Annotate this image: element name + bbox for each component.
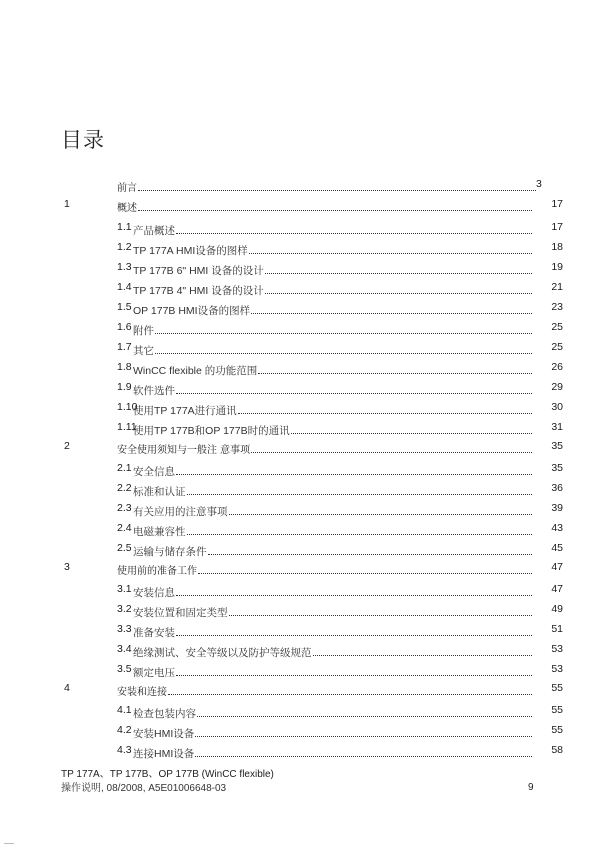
toc-entry-page: 47 bbox=[551, 561, 563, 573]
toc-entry-number: 1.10 bbox=[117, 401, 138, 413]
footer-document-info: 操作说明, 08/2008, A5E01006648-03 bbox=[61, 783, 227, 794]
toc-entry-number: 3.5 bbox=[117, 663, 132, 675]
toc-entry-label: 安装HMI设备 bbox=[133, 728, 195, 740]
toc-entry-page: 35 bbox=[551, 462, 563, 474]
toc-entry-page: 51 bbox=[551, 623, 563, 635]
toc-entry-label: TP 177B 4" HMI 设备的设计 bbox=[133, 285, 264, 297]
toc-entry-number: 2.4 bbox=[117, 522, 132, 534]
toc-entry-label: 安全信息 bbox=[133, 466, 175, 478]
toc-entry-number: 4.1 bbox=[117, 704, 132, 716]
toc-entry-page: 21 bbox=[551, 281, 563, 293]
toc-entry-label: 绝缘测试、安全等级以及防护等级规范 bbox=[133, 647, 312, 659]
toc-entry-number: 3.2 bbox=[117, 603, 132, 615]
toc-entry-page: 45 bbox=[551, 542, 563, 554]
toc-entry-number: 1.9 bbox=[117, 381, 132, 393]
page-footer bbox=[61, 768, 274, 796]
toc-entry-label: 其它 bbox=[133, 345, 154, 357]
toc-entry-number: 1.3 bbox=[117, 261, 132, 273]
toc-entry-page: 39 bbox=[551, 502, 563, 514]
toc-entry-number: 1.6 bbox=[117, 321, 132, 333]
dot-leader bbox=[265, 261, 532, 274]
dot-leader bbox=[195, 724, 532, 737]
page-number: 9 bbox=[528, 782, 534, 793]
dot-leader bbox=[168, 682, 532, 695]
toc-entry-page: 26 bbox=[551, 361, 563, 373]
dot-leader bbox=[265, 281, 532, 294]
dot-leader bbox=[176, 623, 532, 636]
footer-product-line: TP 177A、TP 177B、OP 177B (WinCC flexible) bbox=[61, 769, 274, 780]
toc-entry-number: 2.5 bbox=[117, 542, 132, 554]
toc-entry-page: 25 bbox=[551, 341, 563, 353]
toc-entry-label: 附件 bbox=[133, 325, 154, 337]
toc-entry-page: 49 bbox=[551, 603, 563, 615]
toc-entry-page: 47 bbox=[551, 583, 563, 595]
toc-entry-number: 4 bbox=[64, 682, 70, 694]
toc-entry-page: 58 bbox=[551, 744, 563, 756]
toc-entry-page: 36 bbox=[551, 482, 563, 494]
toc-entry-number: 1.8 bbox=[117, 361, 132, 373]
dot-leader bbox=[195, 744, 532, 757]
dot-leader bbox=[176, 381, 532, 394]
toc-entry-number: 2 bbox=[64, 440, 70, 452]
toc-entry-label: 检查包装内容 bbox=[133, 708, 196, 720]
toc-entry-page: 53 bbox=[551, 663, 563, 675]
dot-leader bbox=[138, 178, 536, 191]
toc-entry-label: 标准和认证 bbox=[133, 486, 186, 498]
toc-entry-label: 准备安装 bbox=[133, 627, 175, 639]
toc-entry-number: 1.2 bbox=[117, 241, 132, 253]
scan-artifact bbox=[4, 843, 14, 844]
dot-leader bbox=[251, 301, 532, 314]
toc-entry-page: 18 bbox=[551, 241, 563, 253]
toc-entry-label: 运输与储存条件 bbox=[133, 546, 207, 558]
toc-entry-number: 1 bbox=[64, 198, 70, 210]
toc-entry-page: 17 bbox=[551, 221, 563, 233]
dot-leader bbox=[249, 241, 532, 254]
toc-entry-label: TP 177B 6" HMI 设备的设计 bbox=[133, 265, 264, 277]
toc-entry-label: 前言 bbox=[117, 183, 137, 194]
toc-entry-number: 1.1 bbox=[117, 221, 132, 233]
toc-entry-label: 使用TP 177A进行通讯 bbox=[133, 405, 237, 417]
dot-leader bbox=[176, 462, 532, 475]
toc-entry-label: 使用TP 177B和OP 177B时的通讯 bbox=[133, 425, 290, 437]
dot-leader bbox=[197, 704, 532, 717]
toc-entry-label: 安装位置和固定类型 bbox=[133, 607, 228, 619]
dot-leader bbox=[176, 221, 532, 234]
dot-leader bbox=[187, 522, 533, 535]
toc-entry-number: 2.1 bbox=[117, 462, 132, 474]
toc-entry-page: 53 bbox=[551, 643, 563, 655]
dot-leader bbox=[251, 440, 532, 453]
toc-entry-number: 1.7 bbox=[117, 341, 132, 353]
dot-leader bbox=[238, 401, 532, 414]
toc-entry-number: 3.3 bbox=[117, 623, 132, 635]
toc-entry-label: 连接HMI设备 bbox=[133, 748, 195, 760]
toc-entry-number: 1.11 bbox=[117, 421, 137, 433]
dot-leader bbox=[198, 561, 532, 574]
dot-leader bbox=[291, 421, 532, 434]
toc-entry-label: WinCC flexible 的功能范围 bbox=[133, 365, 258, 377]
dot-leader bbox=[187, 482, 533, 495]
toc-entry-page: 55 bbox=[551, 704, 563, 716]
dot-leader bbox=[313, 643, 533, 656]
toc-entry-page: 43 bbox=[551, 522, 563, 534]
toc-entry-label: 有关应用的注意事项 bbox=[133, 506, 228, 518]
dot-leader bbox=[176, 663, 532, 676]
toc-entry-number: 3 bbox=[64, 561, 70, 573]
dot-leader bbox=[138, 198, 532, 211]
dot-leader bbox=[208, 542, 533, 555]
toc-entry-number: 4.3 bbox=[117, 744, 132, 756]
toc-entry-number: 2.2 bbox=[117, 482, 132, 494]
toc-entry-label: OP 177B HMI设备的图样 bbox=[133, 305, 251, 317]
toc-entry-page: 55 bbox=[551, 682, 563, 694]
page-title: 目录 bbox=[61, 128, 105, 152]
dot-leader bbox=[176, 583, 532, 596]
toc-entry-page: 30 bbox=[551, 401, 563, 413]
toc-entry-page: 35 bbox=[551, 440, 563, 452]
toc-entry-page: 23 bbox=[551, 301, 563, 313]
toc-entry-page: 19 bbox=[551, 261, 563, 273]
toc-entry-label: 安全使用须知与一般注 意事项 bbox=[117, 445, 251, 456]
toc-entry-label: 电磁兼容性 bbox=[133, 526, 186, 538]
toc-entry-number: 3.4 bbox=[117, 643, 132, 655]
toc-entry-page: 55 bbox=[551, 724, 563, 736]
toc-entry-number: 3.1 bbox=[117, 583, 132, 595]
toc-entry-number: 4.2 bbox=[117, 724, 132, 736]
toc-entry-page: 31 bbox=[551, 421, 563, 433]
toc-entry-page: 29 bbox=[551, 381, 563, 393]
toc-entry-label: 安装信息 bbox=[133, 587, 175, 599]
toc-entry-page: 3 bbox=[536, 178, 542, 190]
toc-entry-label: 额定电压 bbox=[133, 667, 175, 679]
dot-leader bbox=[229, 603, 533, 616]
toc-entry-number: 2.3 bbox=[117, 502, 132, 514]
toc-entry-label: 软件选件 bbox=[133, 385, 175, 397]
dot-leader bbox=[155, 321, 532, 334]
toc-entry-number: 1.5 bbox=[117, 301, 132, 313]
dot-leader bbox=[229, 502, 533, 515]
toc-entry-number: 1.4 bbox=[117, 281, 132, 293]
toc-entry-label: 产品概述 bbox=[133, 225, 175, 237]
toc-entry-label: 安装和连接 bbox=[117, 687, 167, 698]
toc-entry-page: 17 bbox=[551, 198, 563, 210]
toc-entry-page: 25 bbox=[551, 321, 563, 333]
dot-leader bbox=[258, 361, 532, 374]
toc-entry-label: 使用前的准备工作 bbox=[117, 566, 197, 577]
toc-entry-label: TP 177A HMI设备的图样 bbox=[133, 245, 248, 257]
toc-entry-label: 概述 bbox=[117, 203, 137, 214]
dot-leader bbox=[155, 341, 532, 354]
